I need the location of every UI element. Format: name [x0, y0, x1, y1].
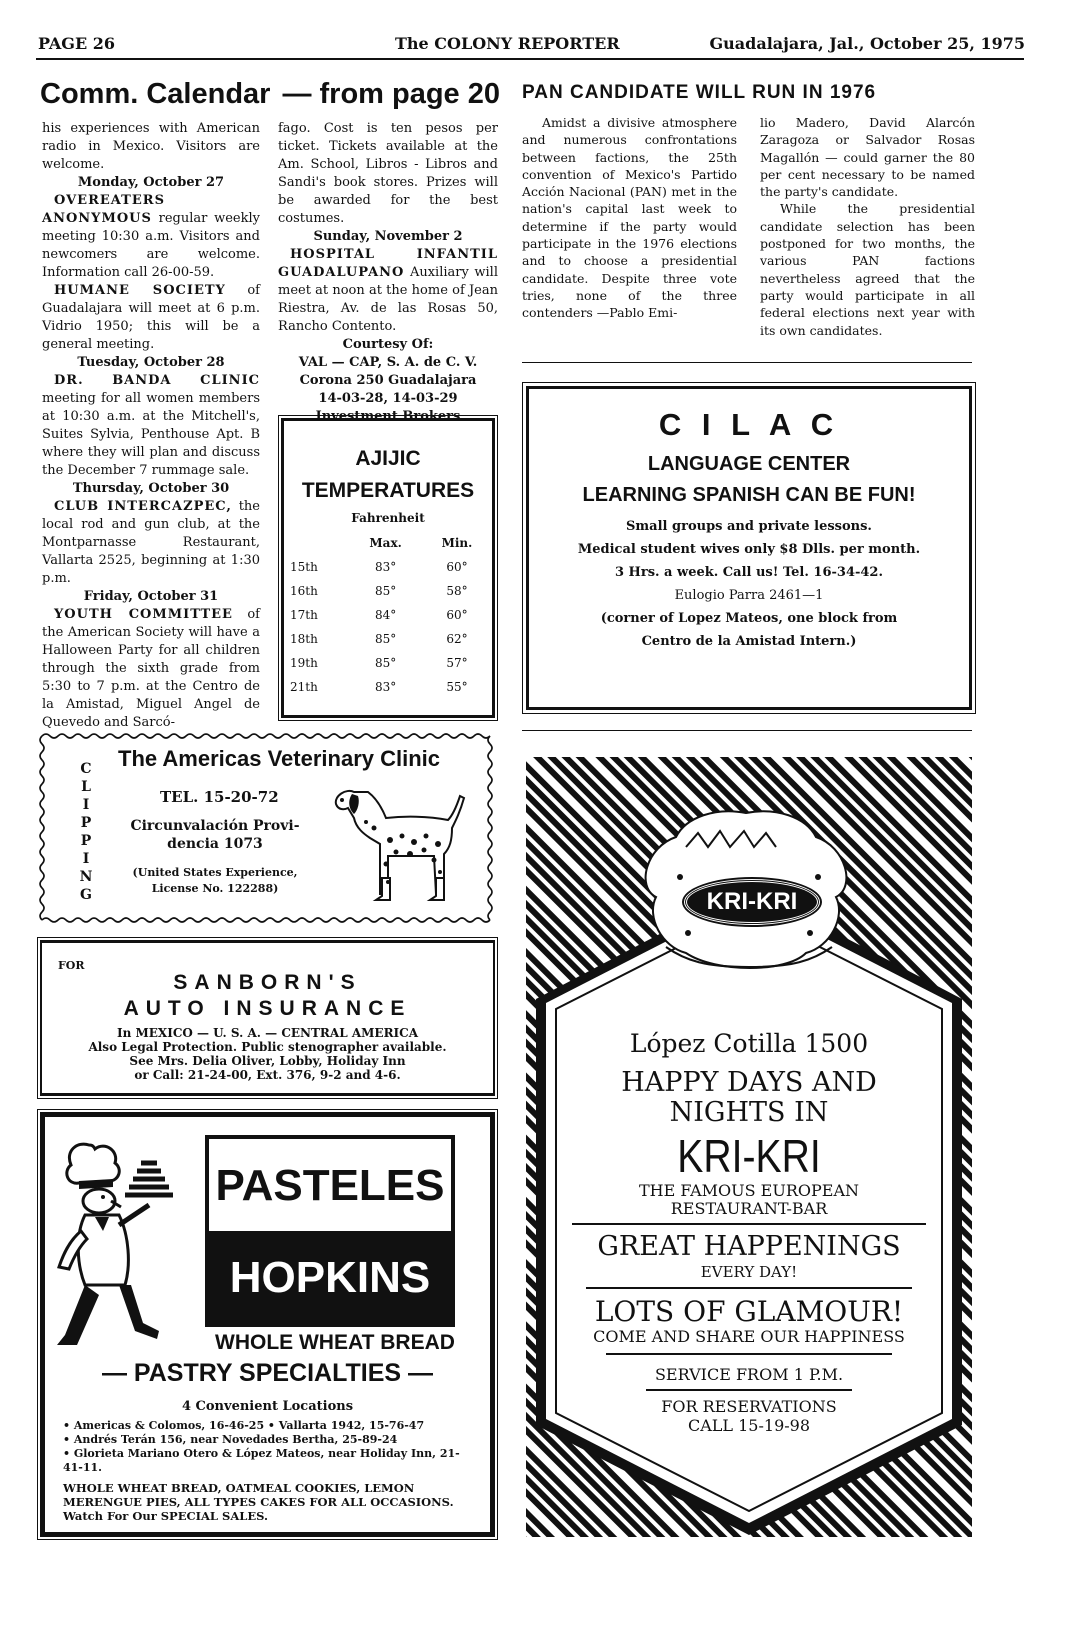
krikri-line: RESTAURANT-BAR: [670, 1199, 828, 1218]
calendar-entry: [42, 282, 260, 354]
hopkins-word-1: PASTELES: [215, 1161, 445, 1210]
calendar-credit-line: Corona 250 Guadalajara: [299, 373, 477, 388]
krikri-line: NIGHTS IN: [669, 1097, 829, 1128]
temps-row: [284, 675, 492, 699]
temps-row: [284, 579, 492, 603]
calendar-entry: [278, 246, 498, 336]
cilac-rule: [522, 730, 972, 731]
calendar-entry: [42, 498, 260, 588]
calendar-headline: [40, 78, 500, 111]
paper-title: The COLONY REPORTER: [395, 34, 620, 53]
temps-day: 16th: [290, 584, 318, 598]
krikri-line: SERVICE FROM 1 P.M.: [654, 1365, 844, 1384]
cilac-slogan: LEARNING SPANISH CAN BE FUN!: [582, 484, 916, 506]
temps-row: [284, 651, 492, 675]
sanborns-line: Also Legal Protection. Public stenographer available.: [88, 1040, 447, 1054]
sanborns-name: SANBORN'S: [173, 971, 362, 994]
temps-row: [284, 555, 492, 579]
hopkins-footer: WHOLE WHEAT BREAD, OATMEAL COOKIES, LEMON MERENGUE PIES, ALL TYPES CAKES FOR ALL OCCASIONS. Watch For Our SPECIAL SALES.: [63, 1481, 454, 1523]
pan-headline: PAN CANDIDATE WILL RUN IN 1976: [522, 82, 877, 103]
hopkins-bread: WHOLE WHEAT BREAD: [215, 1331, 455, 1354]
calendar-entry-name: DR. BANDA CLINIC: [54, 373, 260, 388]
dateline: Guadalajara, Jal., October 25, 1975: [709, 34, 1025, 53]
calendar-entry: [42, 192, 260, 282]
temps-max: 85°: [374, 584, 397, 598]
cilac-line: Small groups and private lessons.: [626, 519, 872, 534]
sanborns-contact: or Call: 21-24-00, Ext. 376, 9-2 and 4-6.: [134, 1068, 401, 1082]
clipping-letter: P: [80, 833, 92, 849]
krikri-ad: [526, 757, 972, 1537]
calendar-entry: [42, 606, 260, 732]
temps-min: 55°: [446, 680, 468, 694]
calendar-day-heading: Sunday, November 2: [313, 229, 463, 244]
krikri-name: KRI-KRI: [677, 1130, 821, 1182]
calendar-credit-line: Investment Brokers: [315, 409, 461, 424]
calendar-entry-name: CLUB INTERCAZPEC,: [54, 499, 232, 514]
hopkins-specialties: — PASTRY SPECIALTIES —: [101, 1359, 434, 1387]
calendar-credit-line: 14-03-28, 14-03-29: [318, 391, 458, 406]
calendar-entry-name: OVEREATERS ANONYMOUS: [42, 193, 165, 226]
cilac-ad: [526, 386, 972, 710]
temps-row: [284, 627, 492, 651]
temps-day: 15th: [290, 560, 318, 574]
krikri-line: LOTS OF GLAMOUR!: [594, 1295, 904, 1328]
temps-day: 19th: [290, 656, 318, 670]
vet-address-1: Circunvalación Provi-: [130, 818, 300, 834]
temps-day: 18th: [290, 632, 318, 646]
calendar-entry-text: Auxiliary will meet at noon at the home of Jean Riestra, Av. de las Rosas 50, Rancho Contento.: [278, 265, 498, 334]
temps-header-row: [284, 531, 492, 555]
calendar-day-heading: Thursday, October 30: [72, 481, 230, 496]
krikri-line: GREAT HAPPENINGS: [597, 1231, 901, 1262]
krikri-divider: [586, 1287, 912, 1289]
clipping-letter: I: [82, 851, 90, 867]
vet-ad: [38, 730, 496, 926]
pan-column-1: Amidst a divisive atmosphere and numerous confrontations between factions, the 25th convention of Mexico's Partido Acción Nacional (PAN) met in the nation's capital last week to determine if the party would participate in the 1976 elections and to choose a presidential candidate. Despite three vote tries, none of the three contenders —Pablo Emi-: [522, 115, 737, 321]
calendar-day-heading: Tuesday, October 28: [77, 355, 225, 370]
calendar-title: Comm. Calendar: [40, 78, 271, 110]
temps-table: [284, 531, 492, 699]
krikri-line: HAPPY DAYS AND: [621, 1067, 877, 1098]
temperatures-box: [281, 418, 495, 718]
sanborns-ad: [40, 940, 495, 1096]
krikri-line: THE FAMOUS EUROPEAN: [638, 1181, 859, 1200]
krikri-divider: [646, 1389, 852, 1391]
hopkins-location: • Glorieta Mariano Otero & López Mateos, near Holiday Inn, 21-41-11.: [63, 1447, 460, 1474]
pan-rule: [522, 362, 972, 363]
krikri-divider: [572, 1223, 926, 1225]
hopkins-location: • Andrés Terán 156, near Novedades Bertha, 25-89-24: [63, 1433, 398, 1446]
hopkins-location: • Americas & Colomos, 16-46-25 • Vallarta 1942, 15-76-47: [63, 1419, 425, 1432]
vet-note-2: License No. 122288): [151, 882, 279, 895]
calendar-entry-text: of Guadalajara will meet at 6 p.m. Vidrio 1950; this will be a general meeting.: [42, 283, 260, 352]
pan-paragraph: While the presidential candidate selection has been postponed for two months, the various PAN factions nevertheless agreed that the party would participate in all federal elections next year with its own candidates.: [760, 201, 975, 338]
vet-note-1: (United States Experience,: [132, 866, 298, 879]
temps-min: 62°: [446, 632, 468, 646]
temps-min: 58°: [446, 584, 468, 598]
vet-address-2: dencia 1073: [167, 836, 263, 852]
calendar-entry-text: regular weekly meeting 10:30 a.m. Visitors and newcomers are welcome. Information call 26-00-59.: [42, 211, 260, 280]
krikri-phone: CALL 15-19-98: [687, 1416, 811, 1435]
page-number: PAGE 26: [38, 34, 115, 53]
dalmatian-dog-icon: [330, 778, 472, 904]
temps-max: 83°: [374, 680, 397, 694]
cilac-subtitle: LANGUAGE CENTER: [647, 453, 851, 475]
cilac-line: (corner of Lopez Mateos, one block from: [600, 611, 898, 626]
hopkins-word-2: HOPKINS: [209, 1231, 451, 1323]
chef-mascot-icon: [55, 1135, 195, 1365]
krikri-address: López Cotilla 1500: [629, 1029, 869, 1058]
temps-min: 60°: [446, 560, 468, 574]
sanborns-product: AUTO INSURANCE: [123, 997, 412, 1020]
cilac-line: Medical student wives only $8 Dlls. per month.: [577, 542, 921, 557]
sanborns-line: In MEXICO — U. S. A. — CENTRAL AMERICA: [116, 1026, 419, 1040]
clipping-letter: G: [80, 887, 92, 903]
clipping-letter: L: [81, 779, 91, 795]
calendar-entry-name: HOSPITAL INFANTIL GUADALUPANO: [278, 247, 498, 280]
clipping-label: [78, 760, 94, 904]
krikri-line: FOR RESERVATIONS: [661, 1397, 837, 1416]
calendar-entry-name: YOUTH COMMITTEE: [54, 607, 233, 622]
temps-min: 60°: [446, 608, 468, 622]
temps-row: [284, 603, 492, 627]
hopkins-ad: [40, 1112, 495, 1537]
calendar-text: his experiences with American radio in Mexico. Visitors are welcome.: [42, 121, 260, 172]
calendar-credit-line: VAL — CAP, S. A. de C. V.: [298, 355, 478, 370]
calendar-column-1: [42, 120, 260, 732]
pan-column-2: [760, 114, 975, 339]
clipping-letter: N: [79, 869, 93, 885]
vet-name: The Americas Veterinary Clinic: [118, 746, 440, 771]
temps-min-header: Min.: [441, 536, 473, 550]
calendar-entry-name: HUMANE SOCIETY: [54, 283, 226, 298]
pan-paragraph: lio Madero, David Alarcón Zaragoza or Salvador Rosas Magallón — could garner the 80 per cent necessary to be named the party's candidate.: [760, 115, 975, 200]
clipping-letter: I: [82, 797, 90, 813]
calendar-day-heading: Monday, October 27: [77, 175, 225, 190]
temps-title-2: TEMPERATURES: [301, 479, 475, 502]
temps-title-1: AJIJIC: [355, 447, 421, 470]
temps-unit: Fahrenheit: [351, 511, 425, 525]
calendar-column-2: [278, 120, 498, 426]
cilac-name: C I L A C: [658, 407, 840, 442]
temps-day: 21th: [290, 680, 318, 694]
krikri-badge: KRI-KRI: [684, 879, 820, 925]
krikri-divider: [606, 1353, 892, 1355]
calendar-day-heading: Friday, October 31: [83, 589, 219, 604]
calendar-continued: — from page 20: [282, 78, 500, 110]
calendar-entry-text: of the American Society will have a Halloween Party for all children through the sixth grade from 5:30 to 7 p.m. at the Centro de la Amistad, Miguel Angel de Quevedo and Sarcó-: [42, 607, 260, 730]
temps-min: 57°: [446, 656, 468, 670]
temps-max: 85°: [374, 656, 397, 670]
calendar-text: fago. Cost is ten pesos per ticket. Tickets available at the Am. School, Libros - Libros and Sandi's book stores. Prizes will be awarded for the best costumes.: [278, 121, 498, 226]
cilac-phone: 3 Hrs. a week. Call us! Tel. 16-34-42.: [614, 565, 884, 580]
cilac-address: Eulogio Parra 2461—1: [674, 588, 824, 603]
calendar-entry: [42, 372, 260, 480]
temps-max-header: Max.: [369, 536, 402, 550]
sanborns-for: FOR: [58, 959, 85, 972]
header-rule: [36, 58, 1024, 60]
vet-phone: TEL. 15-20-72: [160, 788, 279, 806]
calendar-day-heading: Courtesy Of:: [342, 337, 434, 352]
calendar-entry-text: meeting for all women members at 10:30 a.m. at the Mitchell's, Suites Sylvia, Penthouse Apt. B where they will plan and discuss the December 7 rummage sale.: [42, 391, 260, 478]
clipping-letter: P: [80, 815, 92, 831]
cilac-line: Centro de la Amistad Intern.): [641, 634, 857, 649]
temps-max: 85°: [374, 632, 397, 646]
sanborns-line: See Mrs. Delia Oliver, Lobby, Holiday Inn: [129, 1054, 406, 1068]
krikri-emblem: [626, 807, 872, 987]
clipping-letter: C: [80, 761, 92, 777]
temps-max: 83°: [374, 560, 397, 574]
hopkins-locations-title: 4 Convenient Locations: [181, 1399, 354, 1414]
temps-max: 84°: [374, 608, 397, 622]
temps-day: 17th: [290, 608, 318, 622]
hopkins-logo: [205, 1135, 455, 1327]
krikri-line: COME AND SHARE OUR HAPPINESS: [593, 1327, 905, 1346]
krikri-line: EVERY DAY!: [700, 1263, 798, 1281]
calendar-entry-text: the local rod and gun club, at the Montparnasse Restaurant, Vallarta 2525, beginning at 1:30 p.m.: [42, 499, 260, 586]
